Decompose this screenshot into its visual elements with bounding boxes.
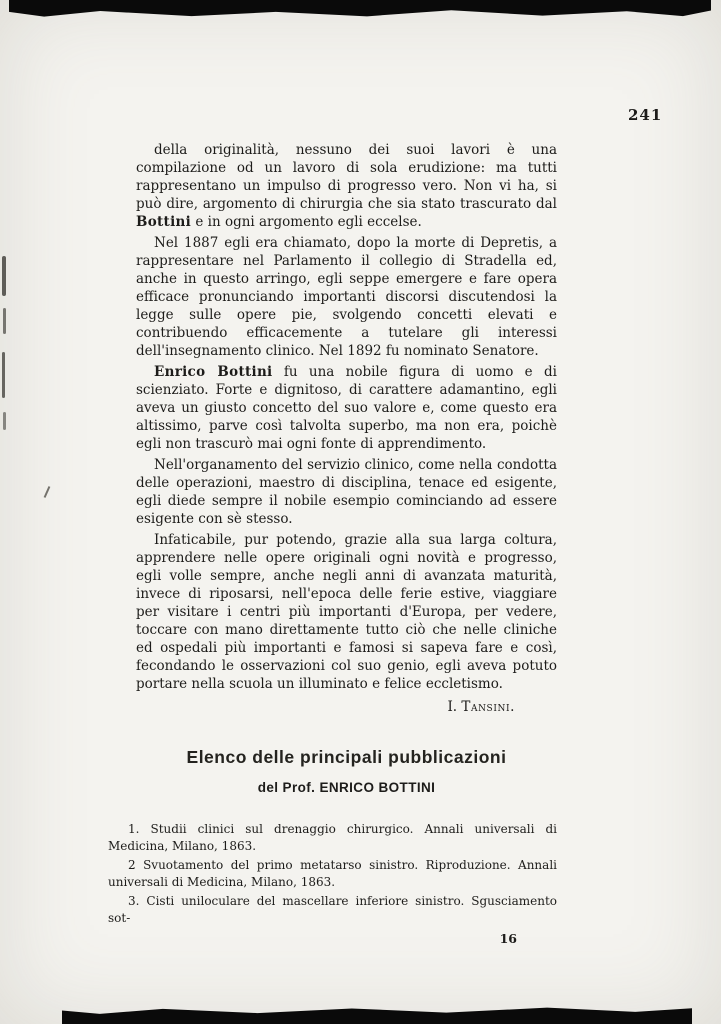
- scan-edge-mark: [2, 256, 6, 296]
- scan-artifact-bottom: [62, 1003, 692, 1024]
- scan-edge-mark: [3, 308, 6, 334]
- paragraph-4: Nell'organamento del servizio clinico, come nella condotta delle operazioni, maestro di disciplina, tenace ed esigente, egli diede sempre il nobile esempio cominciando ad essere esigente con sè stesso.: [136, 457, 557, 527]
- publication-item-3: 3. Cisti uniloculare del mascellare inferiore sinistro. Sgusciamento sot-: [108, 894, 557, 925]
- paragraph-1-text-end: e in ogni argomento egli eccelse.: [191, 214, 422, 230]
- paragraph-3: [136, 363, 557, 453]
- paragraph-3-text: fu una nobile figura di uomo e di scienziato. Forte e dignitoso, di carattere adamantino, egli aveva un giusto concetto del suo valore e, come questo era altissimo, parve così talvolta superbo, ma non era, poichè egli non trascurò mai ogni fonte di apprendimento.: [136, 364, 557, 452]
- paragraph-1-text: della originalità, nessuno dei suoi lavori è una compilazione od un lavoro di sola erudizione: ma tutti rappresentano un impulso di progresso vero. Non vi ha, si può dire, argomento di chirurgia che sia stato trascurato dal: [136, 142, 557, 212]
- scan-edge-mark: [2, 352, 5, 398]
- page-number: 241: [628, 106, 663, 124]
- scan-stray-mark: [44, 486, 51, 498]
- author-name: Tansini.: [461, 699, 515, 715]
- author-signature: [136, 698, 557, 716]
- main-text-column: [108, 141, 557, 948]
- publications-title: Elenco delle principali pubblicazioni: [186, 747, 507, 767]
- paragraph-1-bold-name: Bottini: [136, 214, 192, 230]
- paragraph-1: [136, 141, 557, 231]
- publications-list: [108, 821, 557, 948]
- publication-item-2: 2 Svuotamento del primo metatarso sinistro. Riproduzione. Annali universali di Medicina, Milano, 1863.: [108, 858, 557, 889]
- scan-artifact-top: [9, 0, 711, 17]
- paragraph-5: Infaticabile, pur potendo, grazie alla sua larga coltura, apprendere nelle opere originali ogni novità e progresso, egli volle sempre, anche negli anni di avanzata maturità, invece di riposarsi, nell'epoca delle ferie estive, viaggiare per visitare i centri più importanti d'Europa, per vedere, toccare con mano direttamente tutto ciò che nelle cliniche ed ospedali più importanti e famosi si sapeva fare e così, fecondando le osservazioni col suo genio, egli aveva potuto portare nella scuola un illuminato e felice eccletismo.: [136, 532, 557, 692]
- scan-edge-mark: [3, 412, 6, 430]
- author-initial: I.: [447, 699, 462, 715]
- publication-item-1: 1. Studii clinici sul drenaggio chirurgico. Annali universali di Medicina, Milano, 1863.: [108, 822, 557, 853]
- footer-page-number: 16: [499, 931, 517, 946]
- publications-subtitle: del Prof. ENRICO BOTTINI: [257, 780, 436, 795]
- paragraph-2: Nel 1887 egli era chiamato, dopo la morte di Depretis, a rappresentare nel Parlamento il collegio di Stradella ed, anche in questo arringo, egli seppe emergere e fare opera efficace pronunciando importanti discorsi discutendosi la legge sulle opere pie, svolgendo concetti elevati e contribuendo efficacemente a tutelare gli interessi dell'insegnamento clinico. Nel 1892 fu nominato Senatore.: [136, 235, 557, 359]
- paragraph-3-bold-name: Enrico Bottini: [154, 364, 273, 380]
